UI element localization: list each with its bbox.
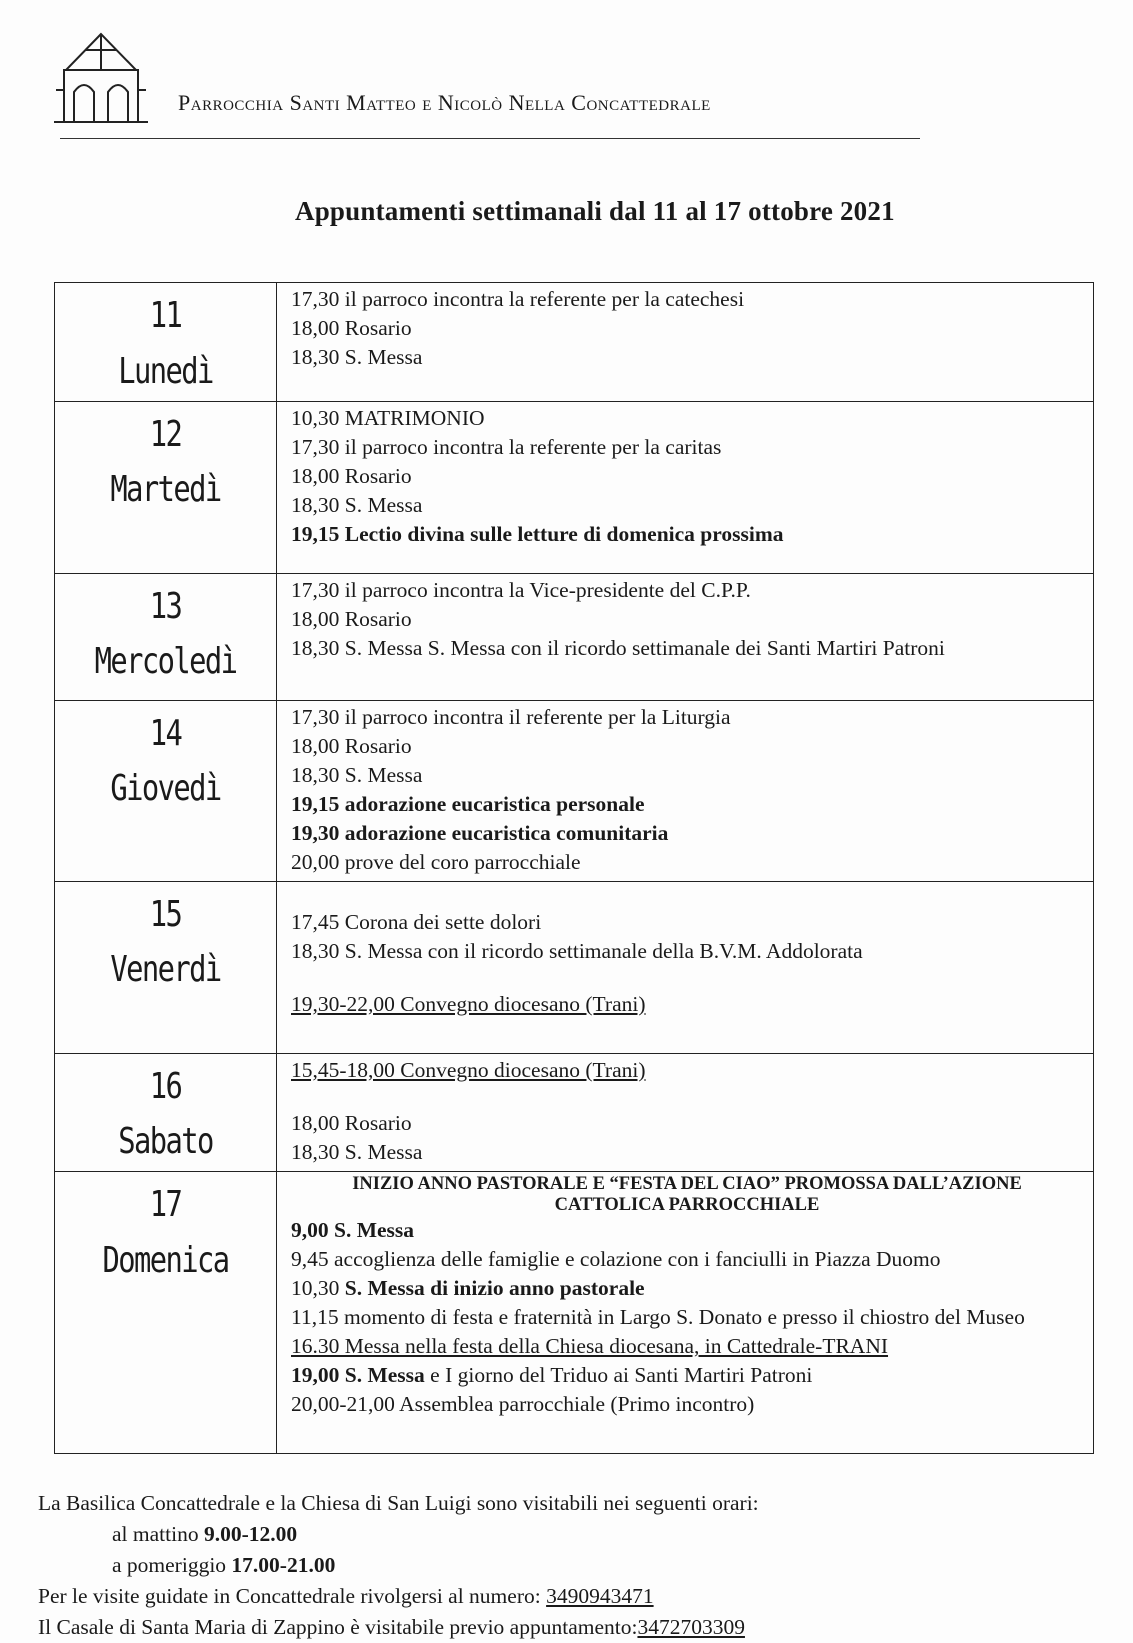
event-line: 9,45 accoglienza delle famiglie e colazione con i fanciulli in Piazza Duomo bbox=[291, 1247, 941, 1272]
day-row-monday bbox=[55, 283, 1094, 402]
day-cell bbox=[55, 283, 277, 402]
event-line: 17,30 il parroco incontra la referente per la catechesi bbox=[291, 287, 745, 311]
parish-name: Parrocchia Santi Matteo e Nicolò Nella Concattedrale bbox=[178, 90, 711, 115]
afternoon-hours bbox=[38, 1550, 1098, 1581]
event-line: 18,00 Rosario bbox=[291, 733, 412, 758]
day-cell bbox=[55, 881, 277, 1053]
event-line: 17,30 il parroco incontra la Vice-presidente del C.P.P. bbox=[291, 577, 751, 602]
day-cell bbox=[55, 401, 277, 573]
event-line: 11,15 momento di festa e fraternità in Largo S. Donato e presso il chiostro del Museo bbox=[291, 1305, 1025, 1330]
event-line bbox=[291, 1361, 1083, 1390]
afternoon-label: a pomeriggio bbox=[112, 1553, 227, 1577]
event-time: 10,30 bbox=[291, 1276, 340, 1301]
day-number: 12 bbox=[149, 413, 182, 455]
event-line: 18,00 Rosario bbox=[291, 1110, 412, 1135]
day-row-wednesday bbox=[55, 573, 1094, 700]
day-cell bbox=[55, 1172, 277, 1454]
events-cell bbox=[277, 881, 1094, 1053]
day-cell bbox=[55, 573, 277, 700]
event-line: 17,30 il parroco incontra il referente per la Liturgia bbox=[291, 704, 731, 729]
day-name: Sabato bbox=[118, 1121, 213, 1163]
event-heading: INIZIO ANNO PASTORALE E “FESTA DEL CIAO” PROMOSSA DALL’AZIONE CATTOLICA PARROCCHIALE bbox=[352, 1174, 1022, 1216]
event-line: 19,15 Lectio divina sulle letture di domenica prossima bbox=[291, 521, 784, 546]
event-line: 18,30 S. Messa S. Messa con il ricordo settimanale dei Santi Martiri Patroni bbox=[291, 635, 945, 660]
event-line: 17,30 il parroco incontra la referente per la caritas bbox=[291, 434, 722, 459]
weekly-schedule-table bbox=[54, 282, 1094, 1454]
church-logo-icon bbox=[46, 30, 156, 126]
event-line: 19,30-22,00 Convegno diocesano (Trani) bbox=[291, 991, 646, 1016]
afternoon-time: 17.00-21.00 bbox=[231, 1553, 336, 1577]
header-divider bbox=[60, 138, 920, 139]
event-line: 18,30 S. Messa con il ricordo settimanale della B.V.M. Addolorata bbox=[291, 938, 863, 963]
guided-phone: 3490943471 bbox=[546, 1584, 654, 1608]
event-line: 19,15 adorazione eucaristica personale bbox=[291, 791, 645, 816]
event-line: 9,00 S. Messa bbox=[291, 1218, 415, 1243]
day-number: 14 bbox=[149, 712, 182, 754]
event-line: 18,00 Rosario bbox=[291, 463, 412, 488]
day-name: Venerdì bbox=[110, 949, 221, 991]
event-line: 18,00 Rosario bbox=[291, 316, 412, 340]
event-line: 15,45-18,00 Convegno diocesano (Trani) bbox=[291, 1057, 646, 1082]
day-number: 16 bbox=[149, 1065, 182, 1107]
guided-visits bbox=[38, 1581, 1098, 1612]
event-line: 19,30 adorazione eucaristica comunitaria bbox=[291, 820, 669, 845]
event-text: S. Messa di inizio anno pastorale bbox=[344, 1276, 645, 1301]
event-text: e I giorno del Triduo ai Santi Martiri Patroni bbox=[430, 1363, 813, 1388]
event-line: 10,30 MATRIMONIO bbox=[291, 405, 485, 430]
day-number: 17 bbox=[149, 1184, 182, 1226]
day-name: Martedì bbox=[110, 469, 221, 511]
morning-time: 9.00-12.00 bbox=[203, 1522, 298, 1546]
day-name: Domenica bbox=[102, 1239, 229, 1281]
day-row-friday bbox=[55, 881, 1094, 1053]
event-line: 16.30 Messa nella festa della Chiesa diocesana, in Cattedrale-TRANI bbox=[291, 1334, 889, 1359]
page-title: Appuntamenti settimanali dal 11 al 17 ottobre 2021 bbox=[295, 196, 895, 226]
events-cell bbox=[277, 573, 1094, 700]
visiting-hours-intro: La Basilica Concattedrale e la Chiesa di San Luigi sono visitabili nei seguenti orari: bbox=[38, 1491, 759, 1515]
morning-hours bbox=[38, 1519, 1098, 1550]
event-line: 18,30 S. Messa bbox=[291, 1139, 423, 1164]
event-line: 18,00 Rosario bbox=[291, 606, 412, 631]
casale-visits bbox=[38, 1612, 1098, 1643]
day-name: Giovedì bbox=[110, 768, 221, 810]
day-row-tuesday bbox=[55, 401, 1094, 573]
events-cell bbox=[277, 401, 1094, 573]
event-line: 18,30 S. Messa bbox=[291, 492, 423, 517]
event-time: 19,00 S. Messa bbox=[291, 1363, 425, 1388]
events-cell bbox=[277, 1053, 1094, 1172]
day-name: Mercoledì bbox=[94, 641, 237, 683]
letterhead bbox=[40, 28, 920, 148]
event-line: 17,45 Corona dei sette dolori bbox=[291, 909, 542, 934]
events-cell bbox=[277, 283, 1094, 402]
event-line: 18,30 S. Messa bbox=[291, 762, 423, 787]
casale-phone: 3472703309 bbox=[637, 1615, 745, 1639]
event-line: 20,00 prove del coro parrocchiale bbox=[291, 849, 581, 874]
day-cell bbox=[55, 1053, 277, 1172]
day-row-saturday bbox=[55, 1053, 1094, 1172]
guided-text: Per le visite guidate in Concattedrale rivolgersi al numero: bbox=[38, 1584, 541, 1608]
day-number: 11 bbox=[149, 295, 182, 336]
day-name: Lunedì bbox=[118, 350, 213, 392]
event-line: 20,00-21,00 Assemblea parrocchiale (Primo incontro) bbox=[291, 1392, 755, 1417]
event-line bbox=[291, 1274, 1083, 1303]
day-number: 15 bbox=[149, 893, 182, 935]
event-line: 18,30 S. Messa bbox=[291, 345, 423, 369]
day-number: 13 bbox=[149, 585, 182, 627]
day-cell bbox=[55, 700, 277, 881]
day-row-sunday bbox=[55, 1172, 1094, 1454]
visiting-info bbox=[38, 1488, 1098, 1643]
morning-label: al mattino bbox=[112, 1522, 199, 1546]
day-row-thursday bbox=[55, 700, 1094, 881]
events-cell bbox=[277, 700, 1094, 881]
events-cell bbox=[277, 1172, 1094, 1454]
casale-text: Il Casale di Santa Maria di Zappino è visitabile previo appuntamento: bbox=[38, 1615, 638, 1639]
